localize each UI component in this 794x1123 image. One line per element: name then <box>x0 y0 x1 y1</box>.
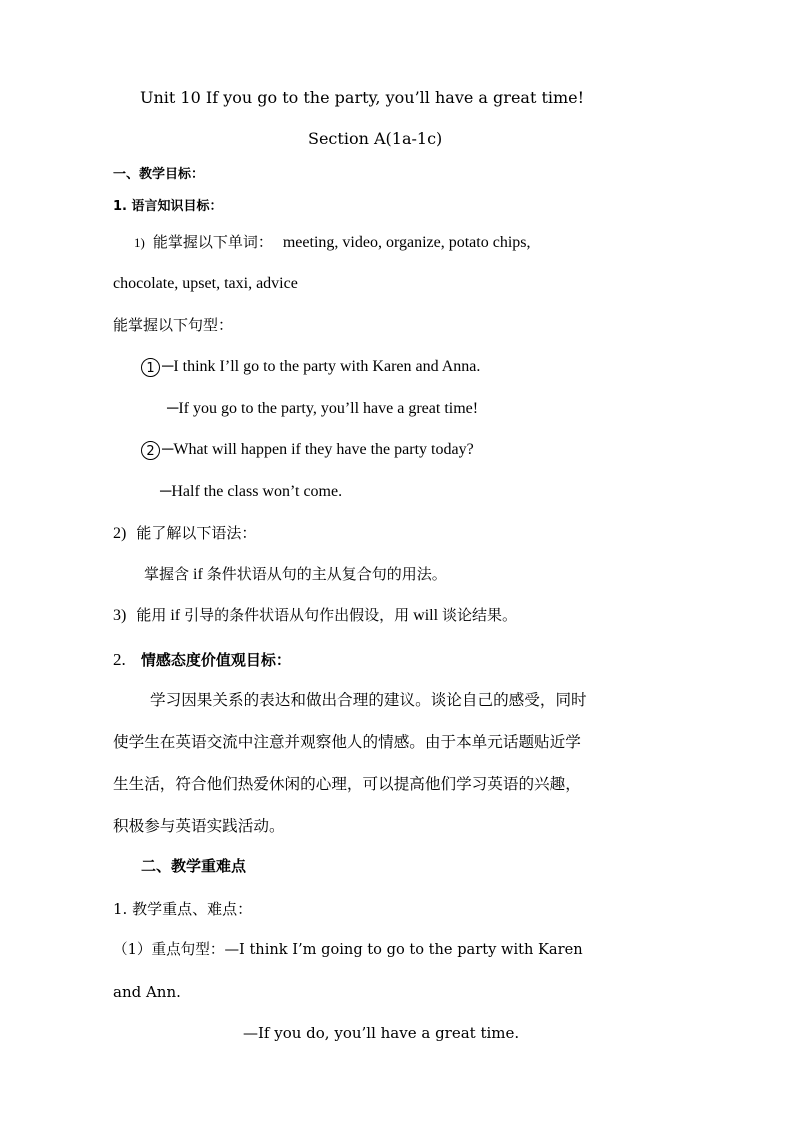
item-2-prefix: 2) <box>113 525 127 542</box>
grammar-a: 掌握含 <box>144 565 190 583</box>
section-1-heading: 一、教学目标： <box>113 167 205 182</box>
grammar-b: 条件状语从句的主从复合句的用法。 <box>206 565 447 583</box>
sub2-label: 情感态度价值观目标： <box>140 651 291 669</box>
sentence-1b: ─If you go to the party, you’ll have a great time! <box>167 400 479 417</box>
section-1-sub2 <box>113 651 513 668</box>
sentence-1a-line <box>141 358 661 377</box>
grammar-if: if <box>189 566 207 583</box>
sentence-1a: ─I think I’ll go to the party with Karen and Anna. <box>162 358 481 376</box>
item-1-words-line <box>134 235 654 251</box>
para-line-3: 生生活，符合他们热爱休闲的心理，可以提高他们学习英语的兴趣， <box>113 775 581 793</box>
sub2-number: 2. <box>113 650 126 669</box>
item-3-a: 能用 <box>136 606 167 624</box>
section-2-heading: 二、教学重难点 <box>141 857 247 875</box>
item-3-b: 引导的条件状语从句作出假设，用 <box>184 606 410 624</box>
sentence-2b: ─Half the class won’t come. <box>160 483 343 500</box>
item-1-words-b: chocolate, upset, taxi, advice <box>113 275 298 292</box>
sentence-2a-line <box>141 441 661 460</box>
para-line-4: 积极参与英语实践活动。 <box>113 817 285 835</box>
item-3-prefix: 3) <box>113 607 127 624</box>
item-3-c: 谈论结果。 <box>442 606 518 624</box>
doc-subtitle: Section A(1a-1c) <box>308 129 443 148</box>
doc-title: Unit 10 If you go to the party, you’ll have a great time! <box>140 88 585 107</box>
circled-number-1: 1 <box>141 358 160 377</box>
item-2-line <box>113 526 513 542</box>
item-3-if: if <box>166 607 185 624</box>
para-line-1: 学习因果关系的表达和做出合理的建议。谈论自己的感受，同时 <box>150 691 587 709</box>
sentences-label: 能掌握以下句型： <box>113 316 234 334</box>
item-1-prefix: 1) <box>134 235 145 250</box>
item-3-will: will <box>409 607 443 624</box>
section-1-sub1: 1. 语言知识目标： <box>113 199 223 214</box>
item-3-line <box>113 608 713 624</box>
circled-number-2: 2 <box>141 441 160 460</box>
section-2-sub1: 1. 教学重点、难点： <box>113 900 253 918</box>
item-1-label: 能掌握以下单词： <box>152 233 273 251</box>
key-sentence-line-1: （1）重点句型：—I think I’m going to go to the party with Karen <box>113 941 583 958</box>
para-line-2: 使学生在英语交流中注意并观察他人的情感。由于本单元话题贴近学 <box>113 733 581 751</box>
grammar-line <box>144 567 644 583</box>
item-1-words-a: meeting, video, organize, potato chips, <box>282 234 531 251</box>
item-2-label: 能了解以下语法： <box>136 524 257 542</box>
key-sentence-line-3: —If you do, you’ll have a great time. <box>243 1024 520 1042</box>
key-sentence-line-2: and Ann. <box>113 983 181 1001</box>
sentence-2a: ─What will happen if they have the party today? <box>162 441 474 459</box>
